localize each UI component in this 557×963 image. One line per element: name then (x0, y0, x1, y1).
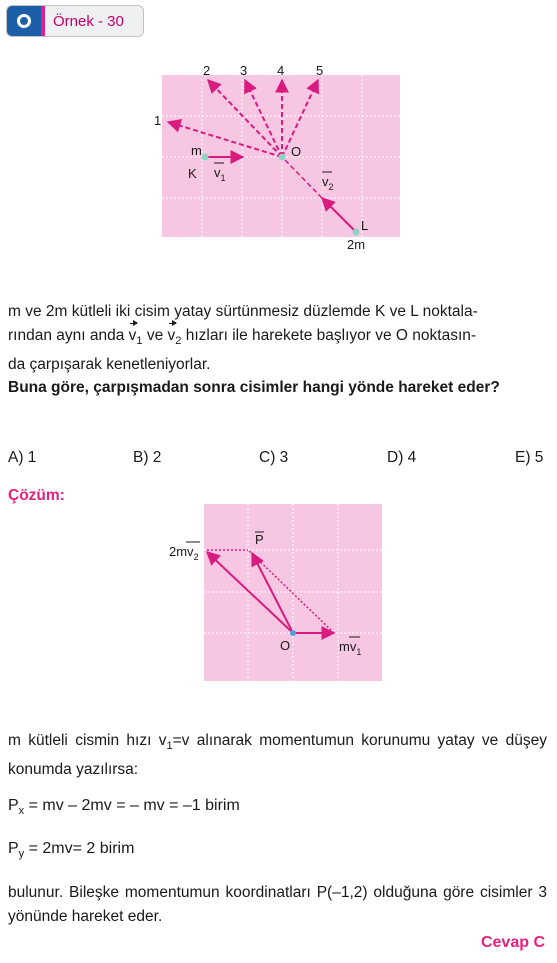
answer-label: Cevap C (480, 934, 545, 951)
problem-line-3: da çarpışarak kenetleniyorlar. (8, 356, 211, 374)
problem-line-1: m ve 2m kütleli iki cisim yatay sürtünmesiz düzlemde K ve L noktala- (8, 303, 478, 320)
direction-label-2: 2 (203, 63, 211, 78)
direction-label-1: 1 (154, 113, 162, 128)
v2-inline-symbol: v (168, 324, 176, 348)
v1-label: $v_1$ (214, 165, 226, 183)
py-equation: $P_y = 2mv= 2$ birim (8, 840, 135, 861)
mass-m-label: m (191, 143, 202, 158)
label-o: O (280, 638, 291, 653)
point-o-label: O (291, 144, 302, 159)
direction-label-3: 3 (240, 63, 248, 78)
solution-text: m kütleli cismin hızı $v_1=v$ alınarak momentumun korunumu yatay ve düşey konumda yazılırsa: (8, 732, 547, 779)
choice-a[interactable]: A) 1 (8, 449, 37, 466)
label-p: P (255, 532, 264, 547)
v2-label: $v_2$ (322, 174, 334, 192)
choice-b[interactable]: B) 2 (133, 449, 162, 466)
direction-label-4: 4 (277, 63, 285, 78)
conclusion-text: bulunur. Bileşke momentumun koordinatları P(–1,2) olduğuna göre cisimler 3 yönünde hareket eder. (8, 884, 547, 925)
solution-figure (160, 500, 390, 685)
header-accent-bar (41, 6, 45, 36)
problem-figure (150, 58, 410, 258)
v1-inline-symbol: v (129, 324, 137, 348)
example-header (6, 5, 144, 37)
point-o-dot (279, 154, 286, 161)
px-equation: $P_x$ = mv – 2mv = – mv = –1 birim (8, 797, 240, 818)
point-l-dot (353, 229, 360, 236)
question-text: Buna göre, çarpışmadan sonra cisimler hangi yönde hareket eder? (8, 379, 500, 396)
mass-2m-label: 2m (347, 237, 366, 252)
ring-icon (7, 6, 41, 36)
point-k-label: K (188, 166, 197, 181)
point-k-dot (202, 154, 209, 161)
point-o-dot (290, 630, 296, 636)
example-title: Örnek - 30 (53, 13, 124, 30)
choice-d[interactable]: D) 4 (387, 449, 417, 466)
label-mv1: $mv_1$ (339, 639, 362, 657)
point-l-label: L (361, 218, 369, 233)
solution-heading: Çözüm: (8, 487, 65, 504)
label-2mv2: $2mv_2$ (169, 544, 199, 562)
problem-text: m ve 2m kütleli iki cisim yatay sürtünmesiz düzlemde K ve L noktala- rından aynı anda $v_1$ ve $v_2$ hızları ile harekete başlıyor ve O noktasın- da çarpışarak kenetleniyorlar. (8, 303, 478, 374)
direction-label-5: 5 (316, 63, 324, 78)
choice-e[interactable]: E) 5 (515, 449, 544, 466)
choice-c[interactable]: C) 3 (259, 449, 289, 466)
